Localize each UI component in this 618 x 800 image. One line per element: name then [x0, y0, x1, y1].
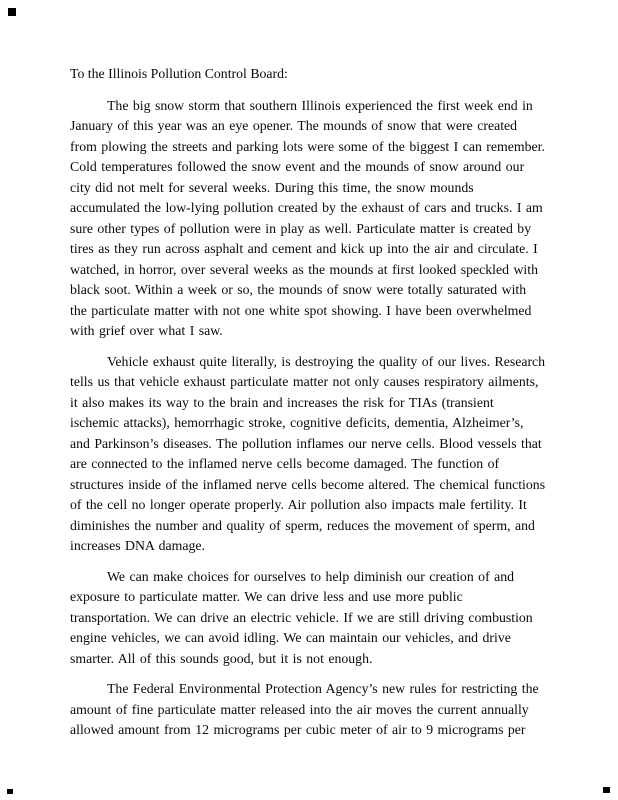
scan-artifact	[7, 789, 13, 794]
scan-artifact	[603, 787, 610, 793]
salutation: To the Illinois Pollution Control Board:	[70, 66, 288, 81]
paragraph-choices: We can make choices for ourselves to help diminish our creation of and exposure to particulate matter. We can drive less and use more public transportation. We can drive an electric vehicle. If we are still driving combustion engine vehicles, we can avoid idling. We can maintain our vehicles, and drive smarter. All of this sounds good, but it is not enough.	[70, 568, 533, 666]
paragraph-epa-rules: The Federal Environmental Protection Agency’s new rules for restricting the amount of fine particulate matter released into the air moves the current annually allowed amount from 12 micrograms per cubic meter of air to 9 micrograms per	[70, 681, 539, 737]
scan-artifact	[8, 8, 16, 16]
paragraph-vehicle-exhaust: Vehicle exhaust quite literally, is destroying the quality of our lives. Research tells us that vehicle exhaust particulate matter not only causes respiratory ailments, it also makes its way to the brain and increases the risk for TIAs (transient ischemic attacks), hemorrhagic stroke, cognitive deficits, dementia, Alzheimer’s, and Parkinson’s diseases. The pollution inflames our nerve cells. Blood vessels that are connected to the inflamed nerve cells become damaged. The function of structures inside of the inflamed nerve cells become altered. The chemical functions of the cell no longer operate properly. Air pollution also impacts male fertility. It diminishes the number and quality of sperm, reduces the movement of sperm, and increases DNA damage.	[70, 353, 546, 553]
paragraph-snow-storm: The big snow storm that southern Illinois experienced the first week end in January of this year was an eye opener. The mounds of snow that were created from plowing the streets and parking lots were some of the biggest I can remember. Cold temperatures followed the snow event and the mounds of snow around our city did not melt for several weeks. During this time, the snow mounds accumulated the low-lying pollution created by the exhaust of cars and trucks. I am sure other types of pollution were in play as well. Particulate matter is created by tires as they run across asphalt and cement and kick up into the air and circulate. I watched, in horror, over several weeks as the mounds at first looked speckled with black soot. Within a week or so, the mounds of snow were totally saturated with the particulate matter with not one white spot showing. I have been overwhelmed with grief over what I saw.	[70, 97, 545, 338]
